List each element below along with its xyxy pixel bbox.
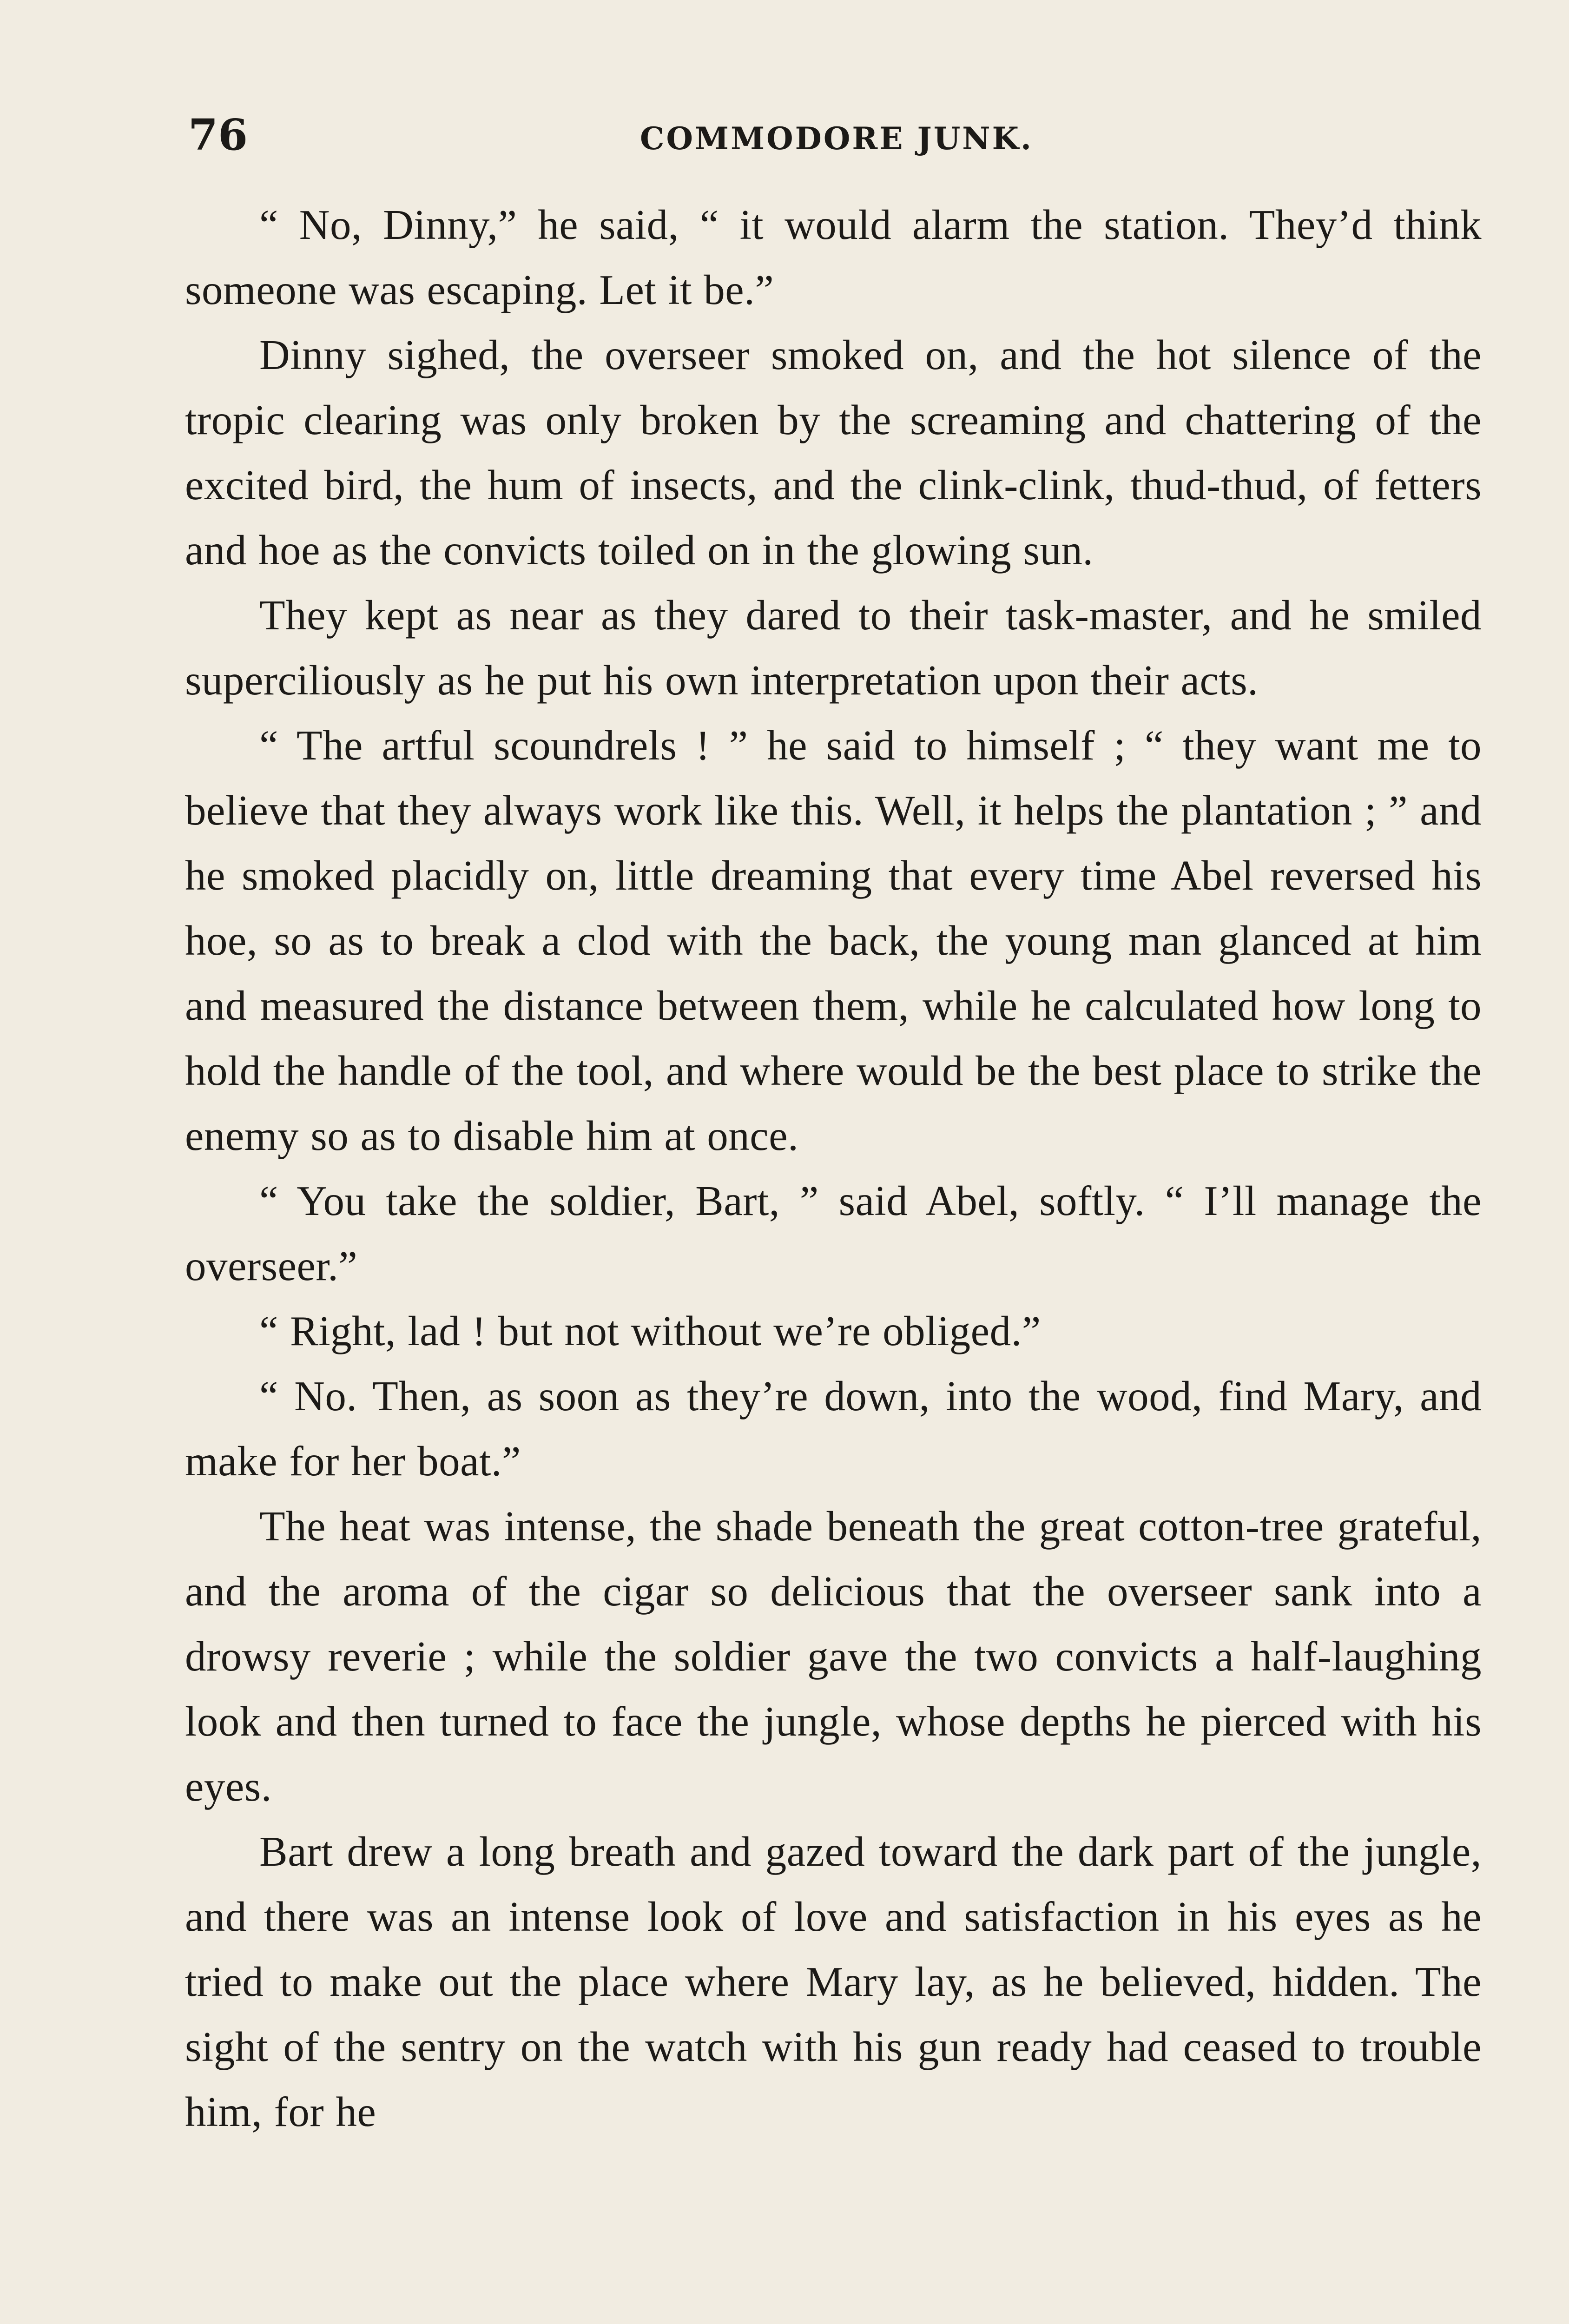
paragraph: “ You take the soldier, Bart, ” said Abel, softly. “ I’ll manage the overseer.”	[185, 1177, 1482, 1289]
paragraph: Bart drew a long breath and gazed toward the dark part of the jungle, and there was an intense look of love and satisfaction in his eyes as he tried to make out the place where Mary lay, as he believed, hidden. The sight of the sentry on the watch with his gun ready had ceased to trouble him, for he	[185, 1828, 1482, 2135]
paragraph: “ No, Dinny,” he said, “ it would alarm the station. They’d think someone was escaping. Let it be.”	[185, 201, 1482, 313]
paragraph: “ No. Then, as soon as they’re down, into the wood, find Mary, and make for her boat.”	[185, 1373, 1482, 1485]
paragraph: “ Right, lad ! but not without we’re obliged.”	[259, 1307, 1041, 1354]
paragraph: They kept as near as they dared to their task-master, and he smiled superciliously as he put his own interpretation upon their acts.	[185, 592, 1482, 704]
paragraph: The heat was intense, the shade beneath the great cotton-tree grateful, and the aroma of the cigar so delicious that the overseer sank into a drowsy reverie ; while the soldier gave the two convicts a half-laughing look and then turned to face the jungle, whose depths he pierced with his eyes.	[185, 1503, 1482, 1810]
body-text	[185, 192, 1482, 2145]
paragraph: “ The artful scoundrels ! ” he said to himself ; “ they want me to believe that they always work like this. Well, it helps the plantation ; ” and he smoked placidly on, little dreaming that every time Abel reversed his hoe, so as to break a clod with the back, the young man glanced at him and measured the distance between them, while he calculated how long to hold the handle of the tool, and where would be the best place to strike the enemy so as to disable him at once.	[185, 722, 1482, 1159]
paragraph: Dinny sighed, the overseer smoked on, and the hot silence of the tropic clearing was only broken by the screaming and chattering of the excited bird, the hum of insects, and the clink-clink, thud-thud, of fetters and hoe as the convicts toiled on in the glowing sun.	[185, 331, 1482, 574]
page-number: 76	[188, 110, 248, 160]
running-head: COMMODORE JUNK.	[640, 120, 1033, 157]
page-header	[188, 109, 1485, 160]
